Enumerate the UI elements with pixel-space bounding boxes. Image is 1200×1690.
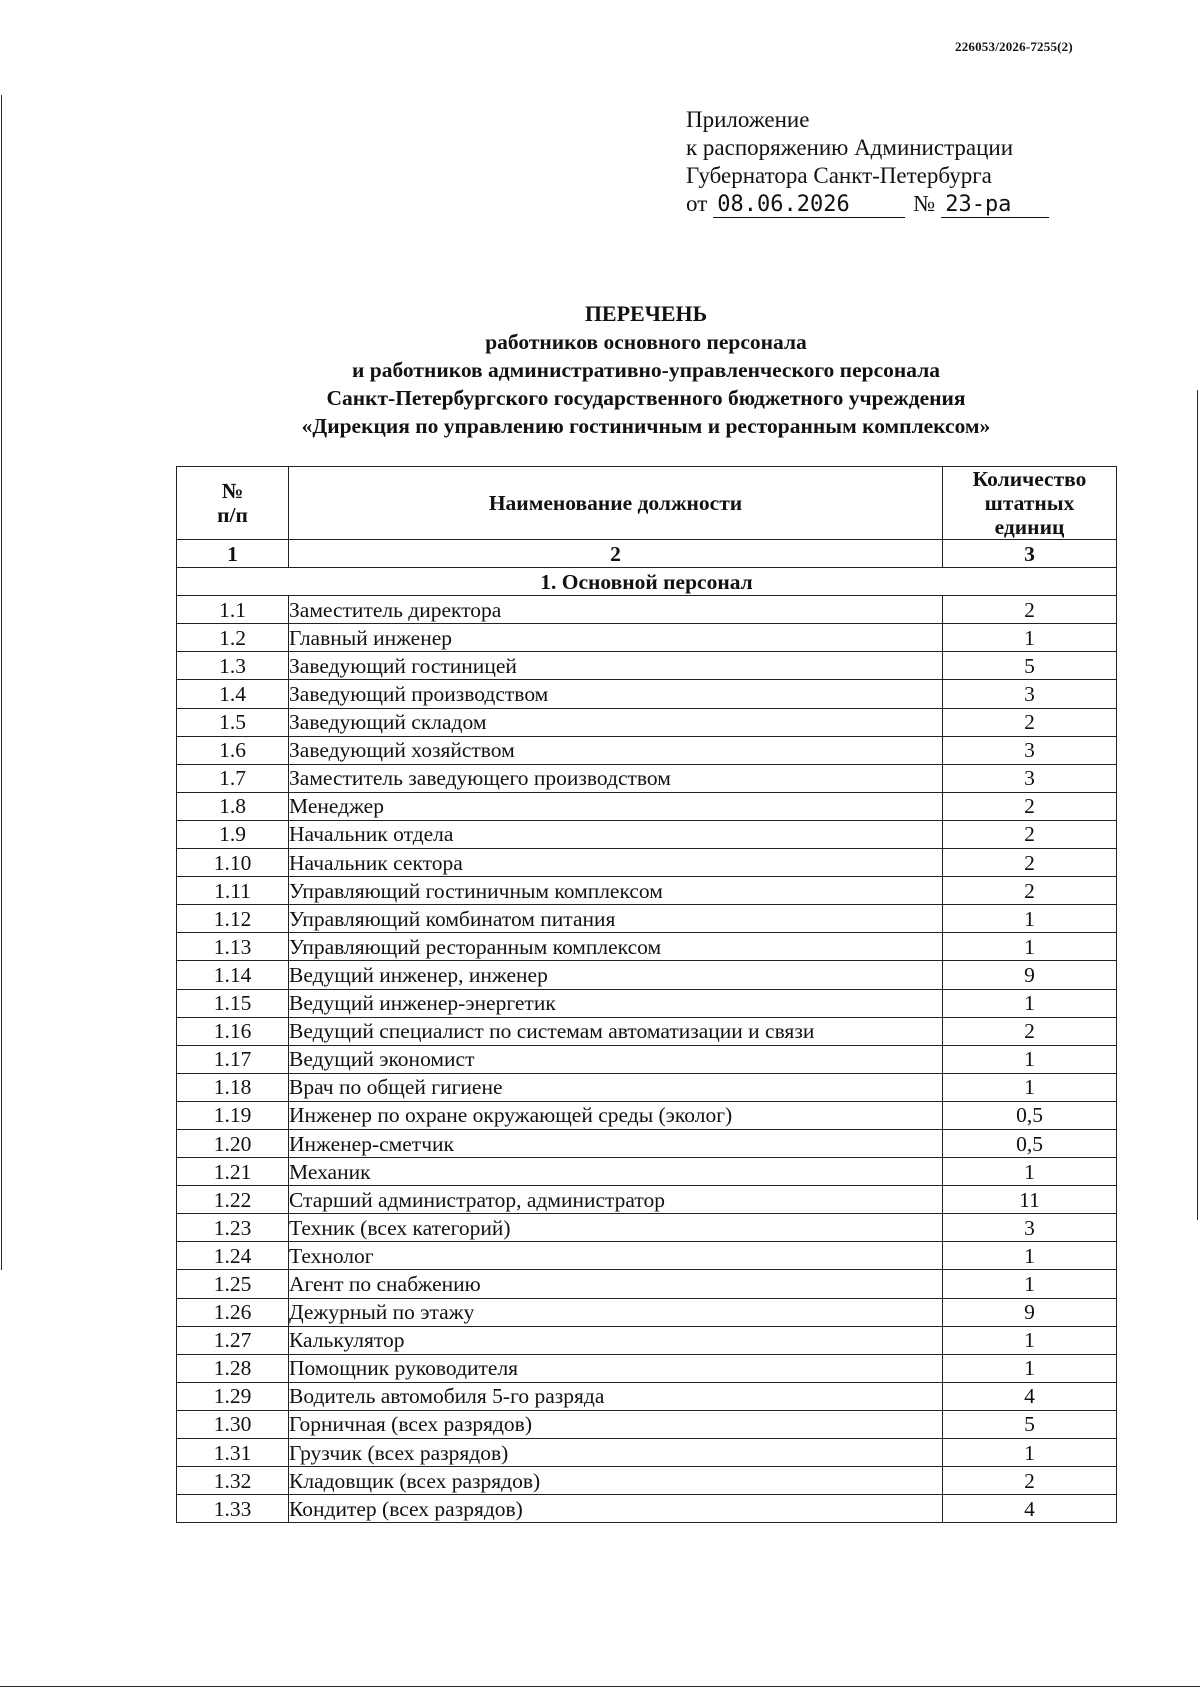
- scan-edge-line-left: [1, 95, 2, 1270]
- document-subtitle-line-2: работников основного персонала: [485, 330, 807, 354]
- row-position-name-cell: Менеджер: [289, 792, 943, 820]
- row-quantity-cell: 3: [943, 736, 1117, 764]
- table-row: [177, 1242, 1117, 1270]
- row-number-cell: 1.7: [177, 764, 289, 792]
- order-number-label: №: [913, 191, 936, 216]
- table-row: [177, 1495, 1117, 1523]
- header-number-line-1: №: [221, 479, 244, 503]
- row-quantity-cell: 1: [943, 1242, 1117, 1270]
- table-row: [177, 736, 1117, 764]
- table-row: [177, 764, 1117, 792]
- row-position-name-cell: Ведущий экономист: [289, 1045, 943, 1073]
- row-number-cell: 1.19: [177, 1101, 289, 1129]
- table-row: [177, 1017, 1117, 1045]
- table-row: [177, 1410, 1117, 1438]
- row-position-name-cell: Главный инженер: [289, 624, 943, 652]
- table-row: [177, 1467, 1117, 1495]
- table-row: [177, 905, 1117, 933]
- row-position-name-cell: Заведующий хозяйством: [289, 736, 943, 764]
- row-number-cell: 1.18: [177, 1073, 289, 1101]
- scan-edge-line-bottom: [0, 1686, 1200, 1687]
- row-number-cell: 1.10: [177, 849, 289, 877]
- document-title: ПЕРЕЧЕНЬ: [584, 301, 708, 326]
- row-quantity-cell: 5: [943, 652, 1117, 680]
- table-row: [177, 989, 1117, 1017]
- row-position-name-cell: Заведующий складом: [289, 708, 943, 736]
- row-quantity-cell: 4: [943, 1382, 1117, 1410]
- table-row: [177, 792, 1117, 820]
- row-position-name-cell: Управляющий ресторанным комплексом: [289, 933, 943, 961]
- row-quantity-cell: 1: [943, 989, 1117, 1017]
- row-number-cell: 1.3: [177, 652, 289, 680]
- table-row: [177, 1214, 1117, 1242]
- row-position-name-cell: Агент по снабжению: [289, 1270, 943, 1298]
- column-index-1: 1: [177, 540, 289, 568]
- staff-positions-table: [176, 466, 1117, 1523]
- row-number-cell: 1.21: [177, 1158, 289, 1186]
- row-quantity-cell: 1: [943, 905, 1117, 933]
- appendix-line-2: к распоряжению Администрации: [686, 135, 1014, 160]
- row-position-name-cell: Калькулятор: [289, 1326, 943, 1354]
- document-subtitle-line-4: Санкт-Петербургского государственного бюджетного учреждения: [326, 386, 966, 410]
- row-position-name-cell: Техник (всех категорий): [289, 1214, 943, 1242]
- row-number-cell: 1.24: [177, 1242, 289, 1270]
- table-header-row: [177, 467, 1117, 540]
- row-position-name-cell: Ведущий инженер-энергетик: [289, 989, 943, 1017]
- document-title-block: [176, 300, 1116, 440]
- row-position-name-cell: Заведующий производством: [289, 680, 943, 708]
- row-number-cell: 1.16: [177, 1017, 289, 1045]
- row-quantity-cell: 2: [943, 849, 1117, 877]
- row-number-cell: 1.20: [177, 1129, 289, 1157]
- row-quantity-cell: 11: [943, 1186, 1117, 1214]
- row-number-cell: 1.14: [177, 961, 289, 989]
- order-number-field: 23-ра: [941, 193, 1049, 218]
- row-number-cell: 1.13: [177, 933, 289, 961]
- header-quantity-line-3: единиц: [994, 515, 1065, 539]
- row-quantity-cell: 0,5: [943, 1129, 1117, 1157]
- row-number-cell: 1.11: [177, 877, 289, 905]
- row-quantity-cell: 9: [943, 961, 1117, 989]
- row-number-cell: 1.17: [177, 1045, 289, 1073]
- table-row: [177, 1354, 1117, 1382]
- table-row: [177, 1158, 1117, 1186]
- table-row: [177, 1045, 1117, 1073]
- header-number-column: [177, 467, 289, 540]
- row-quantity-cell: 2: [943, 708, 1117, 736]
- row-quantity-cell: 2: [943, 596, 1117, 624]
- table-row: [177, 849, 1117, 877]
- row-number-cell: 1.26: [177, 1298, 289, 1326]
- document-registration-number: 226053/2026-7255(2): [955, 39, 1073, 54]
- column-index-row: [177, 540, 1117, 568]
- row-quantity-cell: 3: [943, 1214, 1117, 1242]
- row-position-name-cell: Управляющий комбинатом питания: [289, 905, 943, 933]
- row-position-name-cell: Управляющий гостиничным комплексом: [289, 877, 943, 905]
- header-number-line-2: п/п: [217, 503, 248, 527]
- row-number-cell: 1.9: [177, 820, 289, 848]
- table-row: [177, 1186, 1117, 1214]
- row-position-name-cell: Водитель автомобиля 5-го разряда: [289, 1382, 943, 1410]
- row-quantity-cell: 1: [943, 1073, 1117, 1101]
- row-number-cell: 1.8: [177, 792, 289, 820]
- row-quantity-cell: 1: [943, 1439, 1117, 1467]
- row-position-name-cell: Горничная (всех разрядов): [289, 1410, 943, 1438]
- row-quantity-cell: 2: [943, 820, 1117, 848]
- scan-edge-line-right: [1197, 390, 1198, 1220]
- row-number-cell: 1.32: [177, 1467, 289, 1495]
- table-row: [177, 624, 1117, 652]
- table-row: [177, 1129, 1117, 1157]
- table-row: [177, 1073, 1117, 1101]
- row-quantity-cell: 3: [943, 764, 1117, 792]
- row-position-name-cell: Врач по общей гигиене: [289, 1073, 943, 1101]
- row-quantity-cell: 0,5: [943, 1101, 1117, 1129]
- row-position-name-cell: Кондитер (всех разрядов): [289, 1495, 943, 1523]
- row-number-cell: 1.28: [177, 1354, 289, 1382]
- table-row: [177, 1101, 1117, 1129]
- order-date-number-line: [686, 190, 1049, 218]
- row-number-cell: 1.15: [177, 989, 289, 1017]
- row-position-name-cell: Старший администратор, администратор: [289, 1186, 943, 1214]
- order-date-field: 08.06.2026: [713, 193, 905, 218]
- row-position-name-cell: Ведущий инженер, инженер: [289, 961, 943, 989]
- section-header-row: [177, 568, 1117, 596]
- row-quantity-cell: 3: [943, 680, 1117, 708]
- row-quantity-cell: 1: [943, 1045, 1117, 1073]
- row-number-cell: 1.30: [177, 1410, 289, 1438]
- row-position-name-cell: Заместитель заведующего производством: [289, 764, 943, 792]
- header-quantity-line-2: штатных: [984, 491, 1075, 515]
- row-number-cell: 1.31: [177, 1439, 289, 1467]
- row-number-cell: 1.1: [177, 596, 289, 624]
- row-position-name-cell: Ведущий специалист по системам автоматизации и связи: [289, 1017, 943, 1045]
- row-position-name-cell: Инженер-сметчик: [289, 1129, 943, 1157]
- table-row: [177, 1326, 1117, 1354]
- row-number-cell: 1.6: [177, 736, 289, 764]
- row-position-name-cell: Грузчик (всех разрядов): [289, 1439, 943, 1467]
- document-subtitle-line-3: и работников административно-управленческого персонала: [351, 358, 941, 382]
- table-row: [177, 1439, 1117, 1467]
- appendix-block: [686, 106, 1049, 218]
- row-number-cell: 1.4: [177, 680, 289, 708]
- row-quantity-cell: 1: [943, 1354, 1117, 1382]
- row-quantity-cell: 5: [943, 1410, 1117, 1438]
- table-row: [177, 1298, 1117, 1326]
- row-position-name-cell: Помощник руководителя: [289, 1354, 943, 1382]
- table-row: [177, 1270, 1117, 1298]
- header-quantity-line-1: Количество: [972, 467, 1087, 491]
- row-position-name-cell: Заведующий гостиницей: [289, 652, 943, 680]
- section-title: 1. Основной персонал: [177, 568, 1117, 596]
- table-row: [177, 652, 1117, 680]
- row-quantity-cell: 1: [943, 933, 1117, 961]
- row-position-name-cell: Механик: [289, 1158, 943, 1186]
- row-quantity-cell: 4: [943, 1495, 1117, 1523]
- row-number-cell: 1.33: [177, 1495, 289, 1523]
- row-number-cell: 1.2: [177, 624, 289, 652]
- table-row: [177, 680, 1117, 708]
- row-number-cell: 1.25: [177, 1270, 289, 1298]
- row-position-name-cell: Начальник отдела: [289, 820, 943, 848]
- row-number-cell: 1.12: [177, 905, 289, 933]
- document-subtitle-line-5: «Дирекция по управлению гостиничным и ресторанным комплексом»: [301, 414, 991, 438]
- table-row: [177, 877, 1117, 905]
- row-position-name-cell: Заместитель директора: [289, 596, 943, 624]
- column-index-3: 3: [943, 540, 1117, 568]
- row-number-cell: 1.27: [177, 1326, 289, 1354]
- row-quantity-cell: 1: [943, 1326, 1117, 1354]
- row-quantity-cell: 2: [943, 792, 1117, 820]
- header-quantity-column: [943, 467, 1117, 540]
- table-body: [177, 568, 1117, 1523]
- row-quantity-cell: 9: [943, 1298, 1117, 1326]
- row-number-cell: 1.29: [177, 1382, 289, 1410]
- row-position-name-cell: Технолог: [289, 1242, 943, 1270]
- row-quantity-cell: 2: [943, 877, 1117, 905]
- table-row: [177, 1382, 1117, 1410]
- row-quantity-cell: 1: [943, 1270, 1117, 1298]
- row-position-name-cell: Инженер по охране окружающей среды (эколог): [289, 1101, 943, 1129]
- column-index-2: 2: [289, 540, 943, 568]
- header-position-name-column: Наименование должности: [289, 467, 943, 540]
- table-row: [177, 961, 1117, 989]
- row-quantity-cell: 2: [943, 1467, 1117, 1495]
- row-position-name-cell: Дежурный по этажу: [289, 1298, 943, 1326]
- row-quantity-cell: 2: [943, 1017, 1117, 1045]
- row-quantity-cell: 1: [943, 1158, 1117, 1186]
- table-row: [177, 820, 1117, 848]
- row-number-cell: 1.22: [177, 1186, 289, 1214]
- order-date-prefix: от: [686, 191, 708, 216]
- table-row: [177, 596, 1117, 624]
- row-position-name-cell: Начальник сектора: [289, 849, 943, 877]
- table-row: [177, 933, 1117, 961]
- table-row: [177, 708, 1117, 736]
- row-number-cell: 1.23: [177, 1214, 289, 1242]
- row-position-name-cell: Кладовщик (всех разрядов): [289, 1467, 943, 1495]
- row-number-cell: 1.5: [177, 708, 289, 736]
- appendix-line-3: Губернатора Санкт-Петербурга: [686, 163, 992, 188]
- appendix-line-1: Приложение: [686, 107, 810, 132]
- row-quantity-cell: 1: [943, 624, 1117, 652]
